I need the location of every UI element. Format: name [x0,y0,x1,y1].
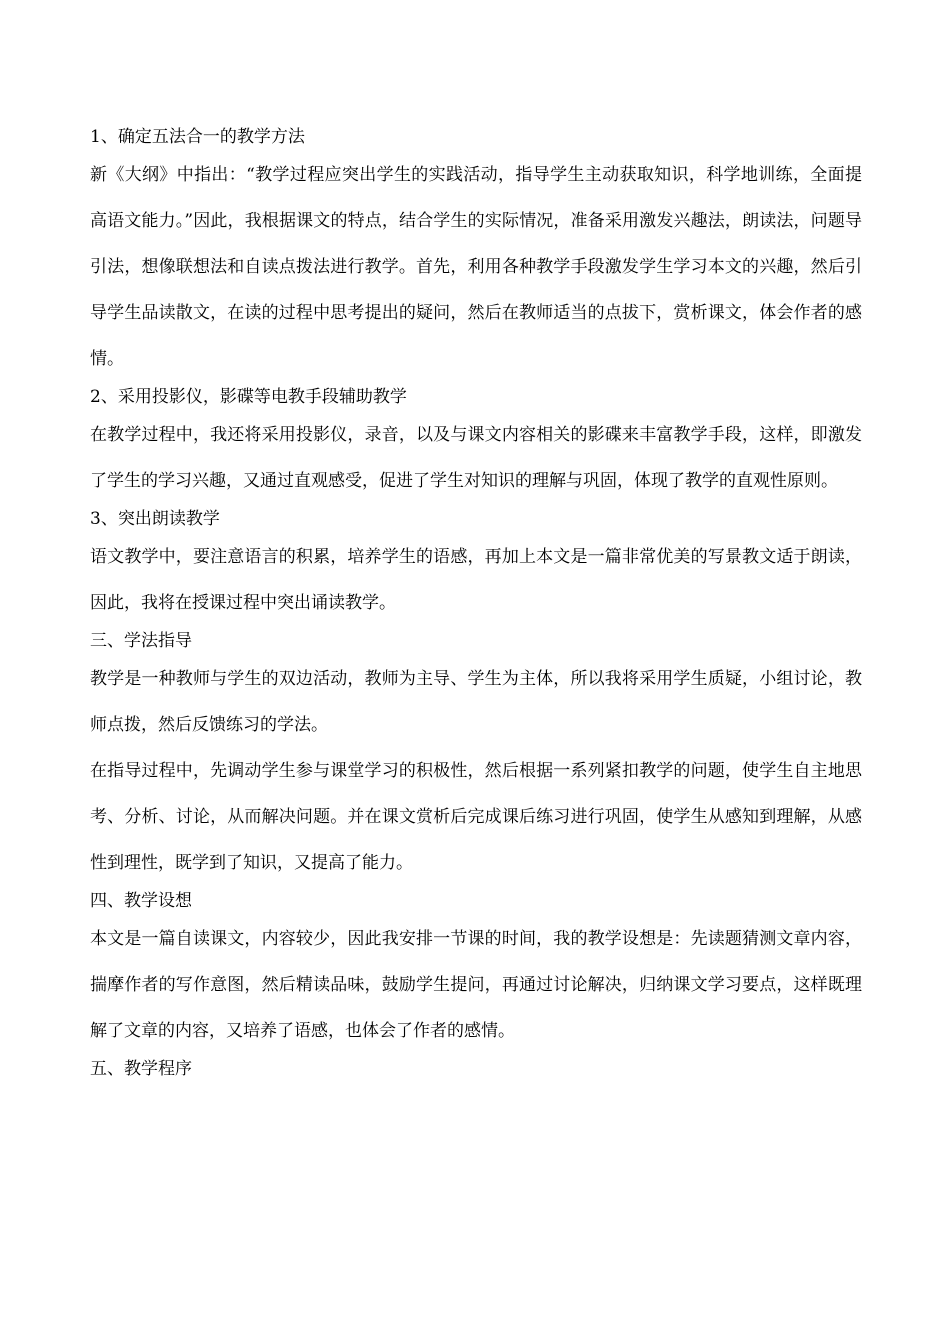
paragraph-media-aids: 在教学过程中，我还将采用投影仪，录音，以及与课文内容相关的影碟来丰富教学手段，这样，即激发了学生的学习兴趣，又通过直观感受，促进了学生对知识的理解与巩固，体现了教学的直观性原则。 [90,425,862,491]
paragraph-teaching-method: 新《大纲》中指出：“教学过程应突出学生的实践活动，指导学生主动获取知识，科学地训练，全面提高语文能力。”因此，我根据课文的特点，结合学生的实际情况，准备采用激发兴趣法，朗读法，问题导引法，想像联想法和自读点拨法进行教学。首先，利用各种教学手段激发学生学习本文的兴趣，然后引导学生品读散文，在读的过程中思考提出的疑问，然后在教师适当的点拔下，赏析课文，体会作者的感情。 [90,165,862,369]
section-heading-teaching-procedure: 五、教学程序 [90,1059,192,1079]
paragraph-teaching-plan: 本文是一篇自读课文，内容较少，因此我安排一节课的时间，我的教学设想是：先读题猜测文章内容，揣摩作者的写作意图，然后精读品味，鼓励学生提问，再通过讨论解决，归纳课文学习要点，这样既理解了文章的内容，又培养了语感，也体会了作者的感情。 [90,929,862,1041]
paragraph-reading: 语文教学中，要注意语言的积累，培养学生的语感，再加上本文是一篇非常优美的写景教文适于朗读，因此，我将在授课过程中突出诵读教学。 [90,547,862,613]
section-heading-reading: 3、突出朗读教学 [90,509,220,529]
section-heading-study-guidance: 三、学法指导 [90,631,192,651]
section-heading-teaching-method: 1、确定五法合一的教学方法 [90,127,305,147]
paragraph-study-guidance-1: 教学是一种教师与学生的双边活动，教师为主导、学生为主体，所以我将采用学生质疑，小组讨论，教师点拨，然后反馈练习的学法。 [90,669,862,735]
paragraph-study-guidance-2: 在指导过程中，先调动学生参与课堂学习的积极性，然后根据一系列紧扣教学的问题，使学生自主地思考、分析、讨论，从而解决问题。并在课文赏析后完成课后练习进行巩固，使学生从感知到理解，从感性到理性，既学到了知识，又提高了能力。 [90,761,862,873]
document-body [90,122,862,1084]
section-heading-teaching-plan: 四、教学设想 [90,891,192,911]
section-heading-media-aids: 2、采用投影仪，影碟等电教手段辅助教学 [90,387,407,407]
